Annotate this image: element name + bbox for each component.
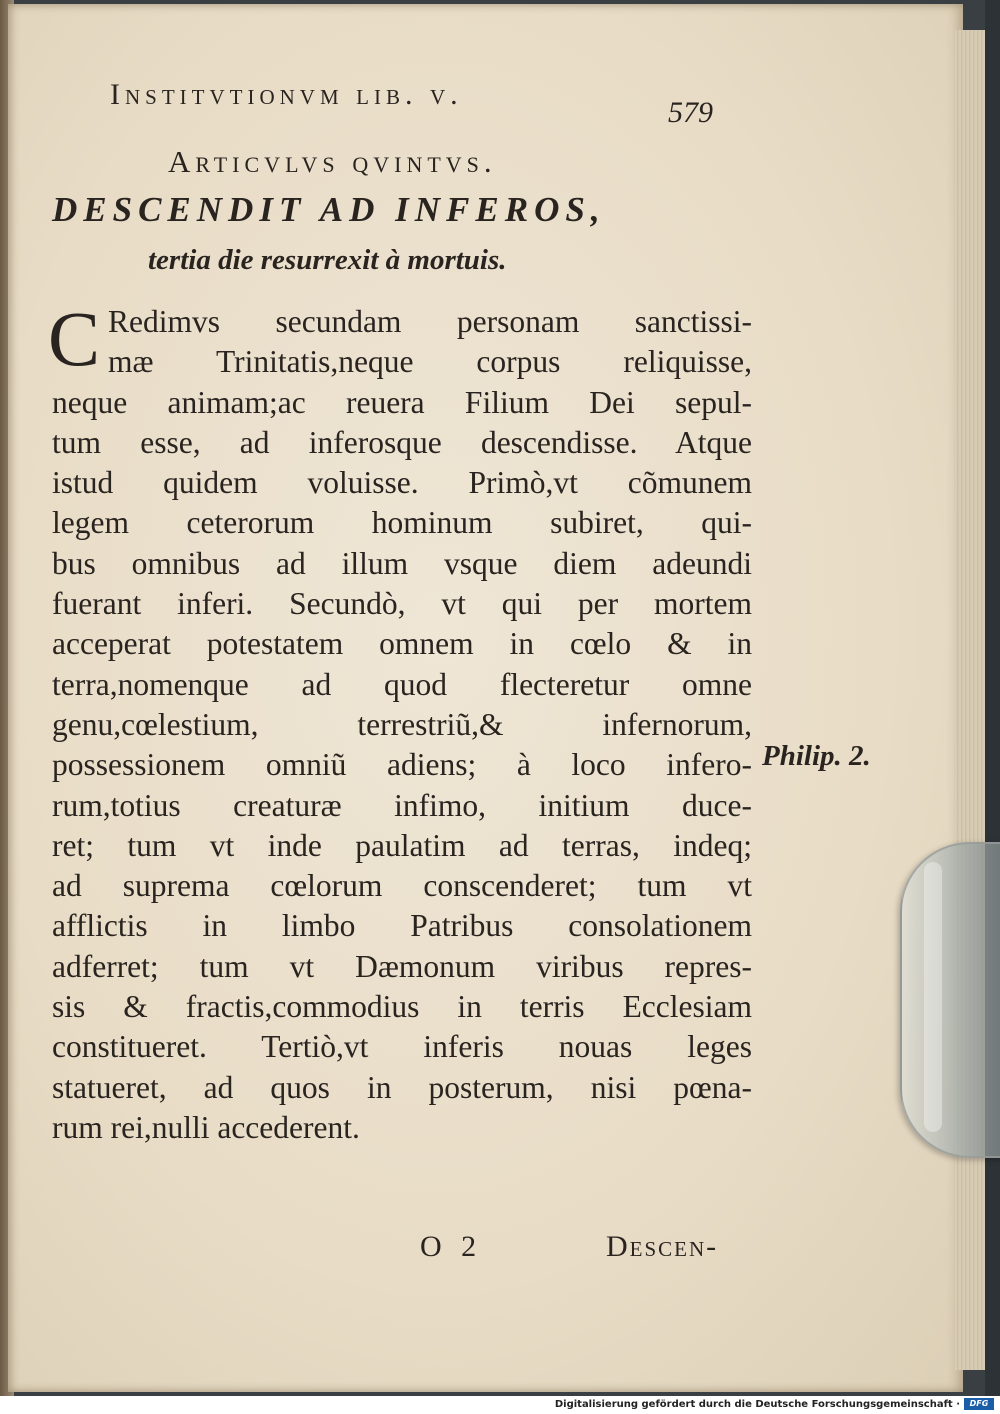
section-title: DESCENDIT AD INFEROS, [52,190,606,229]
body-line: neque animam;ac reuera Filium Dei sepul- [52,384,752,420]
body-line: istud quidem voluisse. Primò,vt cõmunem [52,465,752,501]
body-line: fuerant inferi. Secundò, vt qui per mortem [52,586,752,622]
body-line: afflictis in limbo Patribus consolationem [52,908,752,944]
body-line: ad suprema cœlorum conscenderet; tum vt [52,868,752,904]
body-line: rum rei,nulli accederent. [52,1109,360,1145]
marginal-note: Philip. 2. [762,740,871,772]
catchword: Descen- [606,1230,719,1263]
drop-cap: C [48,295,101,382]
funding-credit: Digitalisierung gefördert durch die Deutsche Forschungsgemeinschaft · [554,1399,960,1410]
article-heading: Articvlvs qvintvs. [168,144,497,179]
body-line: ret; tum vt inde paulatim ad terras, indeq; [52,827,752,863]
body-line: acceperat potestatem omnem in cœlo & in [52,626,752,662]
signature-mark: O 2 [420,1230,483,1263]
body-line: bus omnibus ad illum vsque diem adeundi [52,545,752,581]
body-line: mæ Trinitatis,neque corpus reliquisse, [108,344,752,380]
body-line: possessionem omniũ adiens; à loco infero- [52,747,752,783]
body-line: rum,totius creaturæ infimo, initium duce- [52,787,752,823]
running-head: Institvtionvm lib. v. [110,78,463,111]
body-line: legem ceterorum hominum subiret, qui- [52,505,752,541]
body-line: tum esse, ad inferosque descendisse. Atque [52,424,752,460]
dfg-logo: DFG [964,1398,994,1410]
body-line: Redimvs secundam personam sanctissi- [108,304,752,339]
section-subtitle: tertia die resurrexit à mortuis. [148,244,507,276]
body-text [48,295,752,1148]
body-line: adferret; tum vt Dæmonum viribus repres- [52,948,752,984]
body-line: constitueret. Tertiò,vt inferis nouas leges [52,1029,752,1065]
page-clip [900,842,1000,1158]
body-line: statueret, ad quos in posterum, nisi pœna- [52,1069,752,1105]
page-number: 579 [668,96,713,129]
body-line: genu,cœlestium, terrestriũ,& infernorum, [52,706,752,742]
book-cover-edge [985,0,1000,1396]
body-line: sis & fractis,commodius in terris Ecclesiam [52,989,752,1025]
body-line: terra,nomenque ad quod flecteretur omne [52,666,752,702]
